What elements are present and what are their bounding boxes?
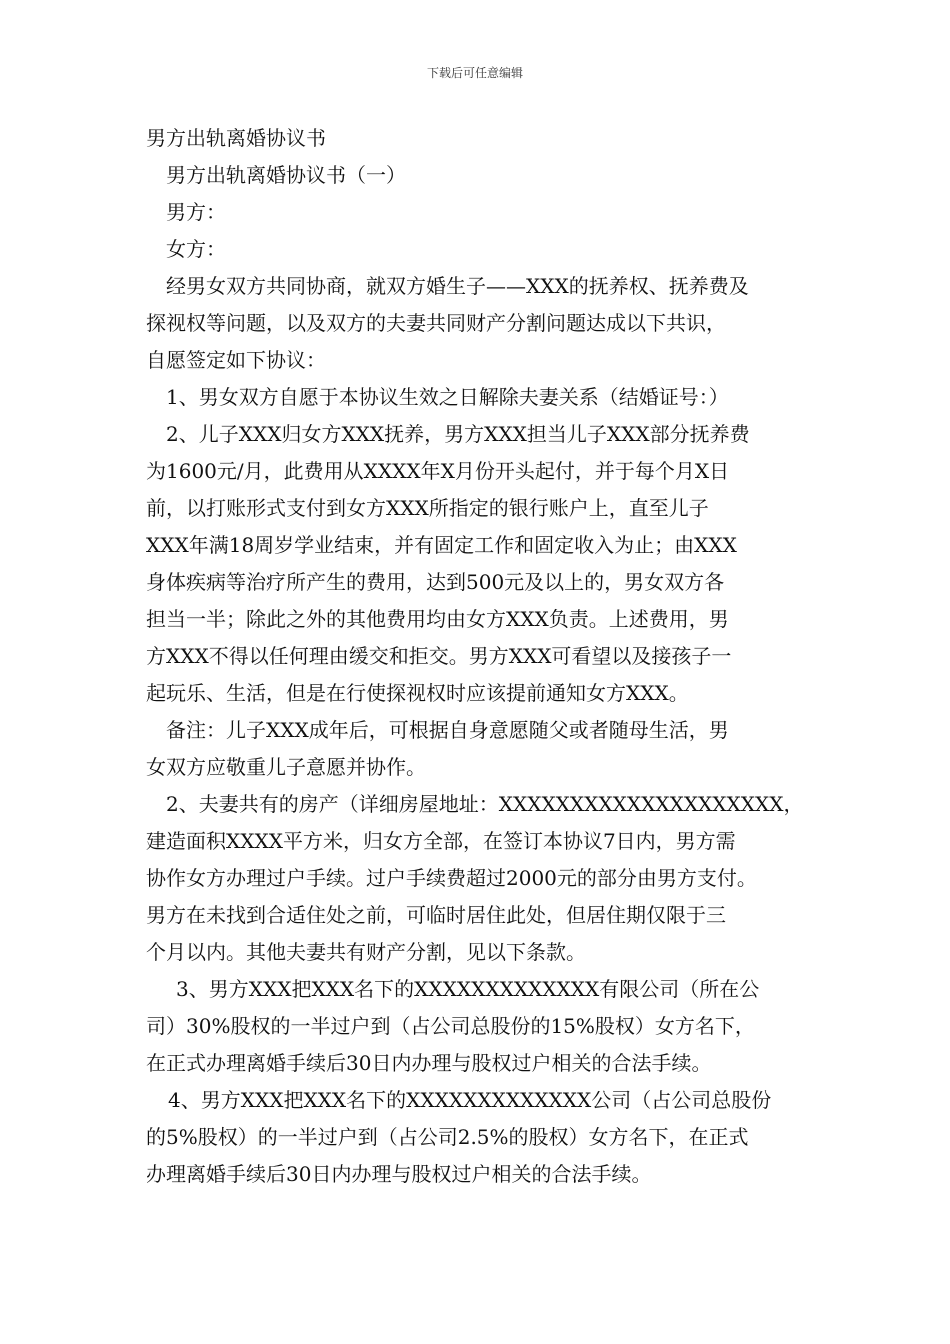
paragraph-line: XXX年满18周岁学业结束，并有固定工作和固定收入为止；由XXX [146,533,737,557]
wife-label: 女方： [166,237,226,261]
paragraph-line: 经男女双方共同协商，就双方婚生子——XXX的抚养权、抚养费及 [166,274,749,298]
paragraph-line: 方XXX不得以任何理由缓交和拒交。男方XXX可看望以及接孩子一 [146,644,732,668]
paragraph-line: 3、男方XXX把XXX名下的XXXXXXXXXXXXX有限公司（所在公 [176,977,760,1001]
paragraph-line: 自愿签定如下协议： [146,348,326,372]
paragraph-line: 前，以打账形式支付到女方XXX所指定的银行账户上，直至儿子 [146,496,709,520]
paragraph-line: 男方在未找到合适住处之前，可临时居住此处，但居住期仅限于三 [146,903,726,927]
document-subtitle: 男方出轨离婚协议书（一） [166,163,406,187]
paragraph-line: 1、男女双方自愿于本协议生效之日解除夫妻关系（结婚证号：） [166,385,729,409]
paragraph-line: 协作女方办理过户手续。过户手续费超过2000元的部分由男方支付。 [146,866,757,890]
document-body [146,120,811,1193]
paragraph-line: 4、男方XXX把XXX名下的XXXXXXXXXXXXX公司（占公司总股份 [168,1088,772,1112]
husband-label: 男方： [166,200,226,224]
paragraph-line: 探视权等问题，以及双方的夫妻共同财产分割问题达成以下共识， [146,311,726,335]
paragraph-line: 的5%股权）的一半过户到（占公司2.5%的股权）女方名下，在正式 [146,1125,749,1149]
paragraph-line: 为1600元/月，此费用从XXXX年X月份开头起付，并于每个月X日 [146,459,730,483]
page-header: 下载后可任意编辑 [426,66,523,80]
paragraph-line: 在正式办理离婚手续后30日内办理与股权过户相关的合法手续。 [146,1051,712,1075]
paragraph-line: 办理离婚手续后30日内办理与股权过户相关的合法手续。 [146,1162,652,1186]
paragraph-line: 司）30%股权的一半过户到（占公司总股份的15%股权）女方名下， [146,1014,755,1038]
paragraph-line: 2、儿子XXX归女方XXX抚养，男方XXX担当儿子XXX部分抚养费 [166,422,750,446]
paragraph-line: 身体疾病等治疗所产生的费用，达到500元及以上的，男女双方各 [146,570,725,594]
paragraph-line: 担当一半；除此之外的其他费用均由女方XXX负责。上述费用，男 [146,607,729,631]
paragraph-line: 2、夫妻共有的房产（详细房屋地址：XXXXXXXXXXXXXXXXXXXX， [166,792,804,816]
paragraph-line: 女双方应敬重儿子意愿并协作。 [146,755,426,779]
paragraph-line: 建造面积XXXX平方米，归女方全部，在签订本协议7日内，男方需 [146,829,736,853]
paragraph-line: 备注：儿子XXX成年后，可根据自身意愿随父或者随母生活，男 [166,718,729,742]
paragraph-line: 起玩乐、生活，但是在行使探视权时应该提前通知女方XXX。 [146,681,689,705]
paragraph-line: 个月以内。其他夫妻共有财产分割，见以下条款。 [146,940,586,964]
document-title: 男方出轨离婚协议书 [146,126,326,150]
